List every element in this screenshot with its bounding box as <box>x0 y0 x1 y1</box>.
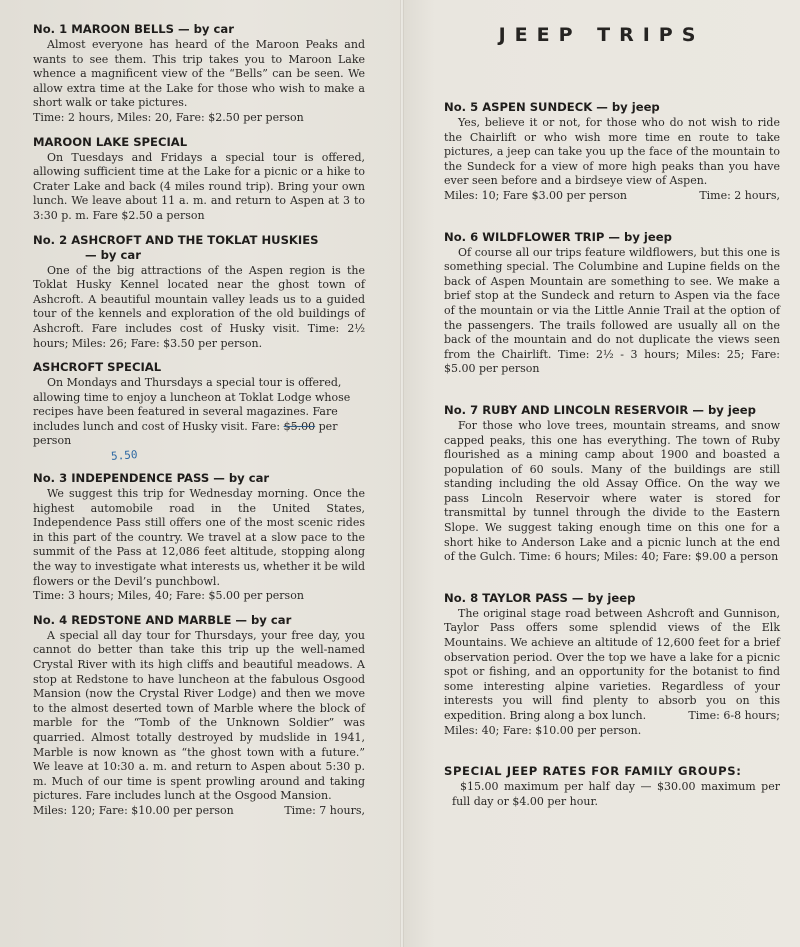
trip-time: Time: 2 hours, <box>699 188 780 202</box>
section-body <box>444 607 780 738</box>
heading-mode: — by car <box>177 22 234 36</box>
section-heading <box>33 613 365 628</box>
rates-body: $15.00 maximum per half day — $30.00 maximum per full day or $4.00 per hour. <box>452 780 780 808</box>
section-heading <box>444 403 780 418</box>
fare-suffix: per person <box>33 419 338 448</box>
section-heading <box>33 22 365 37</box>
section-body: For those who love trees, mountain streams, and snow capped peaks, this one has everything. The town of Ruby flourished as a mining camp about 1900 and boasted a population of 60 souls. Many of the buildings are still standing including the old Assay Office. On the way we pass Lincoln Reservoir where water is stored for transmittal by tunnel through the divide to the Eastern Slope. We suggest taking enough time on this one for a short hike to Anderson Lake and a picnic lunch at the end of the Gulch. Time: 6 hours; Miles: 40; Fare: $9.00 a person <box>444 418 780 564</box>
heading-title: No. 8 TAYLOR PASS <box>444 590 568 605</box>
trip-wildflower <box>444 230 780 377</box>
handwritten-correction-row <box>33 449 365 462</box>
body-text: Almost everyone has heard of the Maroon Peaks and wants to see them. This trip takes you to Maroon Lake whence a magnificent view of the “Bells” can be seen. We allow extra time at the Lake for those who wish to make a short walk or take pictures. <box>33 38 365 110</box>
heading-title: No. 6 WILDFLOWER TRIP <box>444 229 605 244</box>
section-body: On Tuesdays and Fridays a special tour is offered, allowing sufficient time at the Lake for a picnic or a hike to Crater Lake and back (4 miles round trip). Bring your own lunch. We leave about 11 a. m. and return to Aspen at 3 to 3:30 p. m. Fare $2.50 a person <box>33 150 365 222</box>
trip-facts: Time: 3 hours; Miles, 40; Fare: $5.00 per person <box>33 589 304 603</box>
trip-maroon-bells <box>33 22 365 126</box>
right-column <box>444 100 780 819</box>
heading-mode: — by car <box>235 612 292 627</box>
heading-mode: — by jeep <box>571 590 636 605</box>
struck-fare: $5.00 <box>283 419 316 433</box>
trip-redstone-marble <box>33 613 365 819</box>
heading-title: No. 2 ASHCROFT AND THE TOKLAT HUSKIES <box>33 232 319 247</box>
handwritten-correction: 5.50 <box>110 448 138 463</box>
rates-heading: SPECIAL JEEP RATES FOR FAMILY GROUPS: <box>444 764 742 779</box>
section-body <box>33 376 365 462</box>
section-body <box>444 116 780 204</box>
left-column <box>33 22 365 828</box>
section-heading: ASHCROFT SPECIAL <box>33 360 162 375</box>
heading-mode: — by car <box>213 471 270 486</box>
heading-mode: — by car <box>85 247 141 262</box>
trip-ashcroft-special <box>33 360 365 462</box>
trip-ashcroft-huskies <box>33 233 365 352</box>
body-text: A special all day tour for Thursdays, your free day, you cannot do better than take this trip up the well-named Crystal River with its high cliffs and beautiful meadows. A stop at Redstone to have luncheon at the fabulous Osgood Mansion (now the Crystal River Lodge) and then we move to the almost deserted town of Marble where the block of marble for the “Tomb of the Unknown Soldier” was quarried. Almost totally destroyed by mudslide in 1941, Marble is now known as “the ghost town with a future.” We leave at 10:30 a. m. and return to Aspen about 5:30 p. m. Much of our time is spent prowling around and taking pictures. Fare includes lunch at the Osgood Mansion. <box>33 628 365 803</box>
trip-facts: Miles: 10; Fare $3.00 per person <box>444 188 628 202</box>
section-body <box>33 487 365 604</box>
heading-title: No. 1 MAROON BELLS <box>33 22 174 36</box>
body-text: The original stage road between Ashcroft and Gunnison, Taylor Pass offers some splendid views of the Elk Mountains. We achieve an altitude of 12,600 feet for a brief observation period. Over the top we have a lake for a picnic spot or fishing, and an opportunity for the botanist to find some interesting alpine varieties. Regardless of your interests you will find plenty to absorb you on this expedition. Bring along a box lunch. <box>444 606 780 722</box>
heading-mode: — by jeep <box>692 402 756 417</box>
section-heading: MAROON LAKE SPECIAL <box>33 134 188 149</box>
trip-facts: Miles: 40; Fare: $10.00 per person. <box>444 723 642 737</box>
section-heading <box>33 471 365 486</box>
section-heading <box>444 230 780 245</box>
trip-time: Time: 6-8 hours; <box>688 709 780 722</box>
section-body <box>33 629 365 819</box>
trip-independence-pass <box>33 471 365 604</box>
trip-aspen-sundeck <box>444 100 780 204</box>
trip-time: Time: 7 hours, <box>284 803 365 817</box>
section-body <box>33 38 365 126</box>
section-body: One of the big attractions of the Aspen region is the Toklat Husky Kennel located near the ghost town of Ashcroft. A beautiful mountain valley leads us to a guided tour of the kennels and exploration of the old buildings of Ashcroft. Fare includes cost of Husky visit. Time: 2½ hours; Miles: 26; Fare: $3.50 per person. <box>33 263 365 350</box>
trip-maroon-lake-special <box>33 135 365 224</box>
heading-title: No. 3 INDEPENDENCE PASS <box>33 471 210 486</box>
body-text: We suggest this trip for Wednesday morning. Once the highest automobile road in the United States, Independence Pass still offers one of the most scenic rides in this part of the country. We travel at a slow pace to the summit of the Pass at 12,086 feet altitude, stopping along the way to investigate what interests us, whether it be wild flowers or the Devil’s punchbowl. <box>33 487 365 588</box>
trip-facts: Miles: 120; Fare: $10.00 per person <box>33 803 234 817</box>
heading-title: No. 4 REDSTONE AND MARBLE <box>33 612 232 627</box>
family-rates <box>444 764 780 809</box>
heading-title: No. 7 RUBY AND LINCOLN RESERVOIR <box>444 402 689 417</box>
body-text: Yes, believe it or not, for those who do not wish to ride the Chairlift or who wish more time en route to take pictures, a jeep can take you up the face of the mountain to the Sundeck for a view of more high peaks than you have ever seen before and a birdseye view of Aspen. <box>444 116 780 188</box>
trip-ruby-lincoln <box>444 403 780 565</box>
section-body: Of course all our trips feature wildflowers, but this one is something special. The Columbine and Lupine fields on the back of Aspen Mountain are something to see. We make a brief stop at the Sundeck and return to Aspen via the face of the mountain or via the Little Annie Trail at the option of the passengers. The trails followed are usually all on the back of the mountain and do not duplicate the views seen from the Chairlift. Time: 2½ - 3 hours; Miles: 25; Fare: $5.00 per person <box>444 245 780 376</box>
section-heading <box>33 233 365 263</box>
section-heading <box>444 591 780 606</box>
heading-mode: — by jeep <box>608 229 672 244</box>
heading-mode: — by jeep <box>596 100 660 114</box>
heading-title: No. 5 ASPEN SUNDECK <box>444 100 593 114</box>
section-heading <box>444 100 780 115</box>
page-title: JEEP TRIPS <box>498 24 705 46</box>
trip-taylor-pass <box>444 591 780 738</box>
body-text: On Mondays and Thursdays a special tour is offered, allowing time to enjoy a luncheon at Toklat Lodge whose recipes have been featured in several magazines. Fare includes lunch and cost of Husky visit. Fare: <box>33 376 351 433</box>
page-fold <box>400 0 404 947</box>
trip-facts: Time: 2 hours, Miles: 20, Fare: $2.50 per person <box>33 110 304 124</box>
